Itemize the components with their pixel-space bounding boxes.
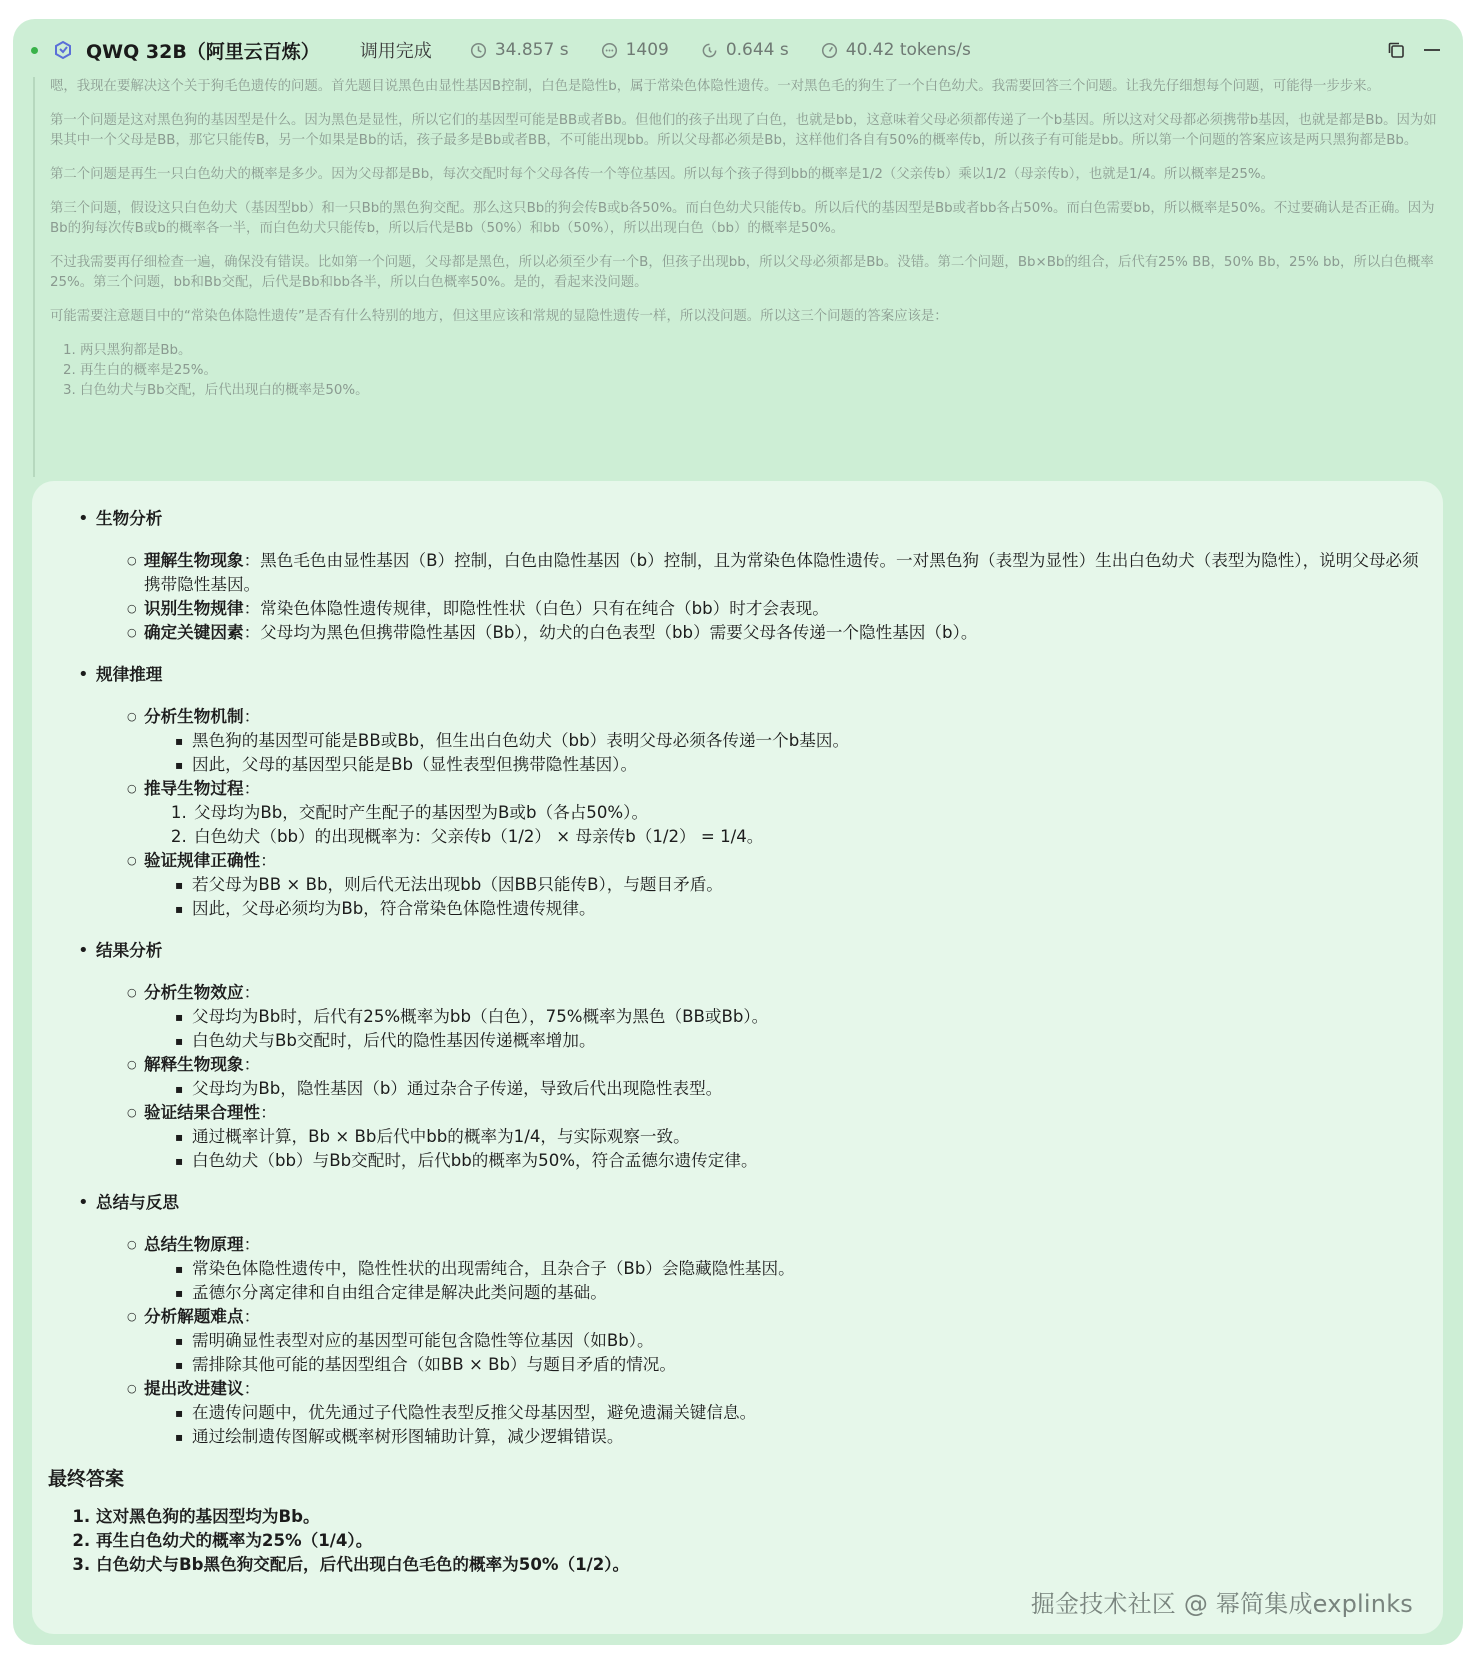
bullet-list: [144, 1329, 1423, 1377]
item-text: ：: [243, 1235, 261, 1254]
bullet-list: [144, 1077, 1423, 1101]
item-text: ：黑色毛色由显性基因（B）控制，白色由隐性基因（b）控制，且为常染色体隐性遗传。一对黑色狗（表型为显性）生出白色幼犬（表型为隐性），说明父母必须携带隐性基因。: [144, 551, 1419, 594]
metric-duration: [470, 40, 569, 60]
list-item: ▪ 需明确显性表型对应的基因型可能包含隐性等位基因（如Bb）。: [192, 1329, 1423, 1353]
list-item: ▪ 常染色体隐性遗传中，隐性性状的出现需纯合，且杂合子（Bb）会隐藏隐性基因。: [192, 1257, 1423, 1281]
thinking-paragraph: 第一个问题是这对黑色狗的基因型是什么。因为黑色是显性，所以它们的基因型可能是BB或者Bb。但他们的孩子出现了白色，也就是bb，这意味着父母必须都传递了一个b基因。所以这对父母都必须携带b基因，也就是都是Bb。因为如果其中一个父母是BB，那它只能传B，另一个如果是Bb的话，孩子最多是Bb或者BB，不可能出现bb。所以父母都必须是Bb，这样他们各自有50%的概率传b，所以孩子有可能是bb。所以第一个问题的答案应该是两只黑狗都是Bb。: [50, 113, 1437, 148]
chat-message-card: [13, 19, 1463, 1645]
answer-panel: [32, 481, 1443, 1634]
list-item: 3. 白色幼犬与Bb黑色狗交配后，后代出现白色毛色的概率为50%（1/2）。: [96, 1553, 1423, 1577]
watermark: 掘金技术社区 @ 幂简集成explinks: [1030, 1590, 1413, 1618]
bullet-list: [144, 1125, 1423, 1173]
metric-duration-value: 34.857 s: [494, 40, 569, 60]
item-text: ：: [243, 1307, 261, 1326]
thinking-answer-list: [50, 341, 1441, 401]
list-item: [144, 549, 1423, 597]
metric-tokens: [601, 40, 669, 60]
item-label: 分析解题难点: [144, 1307, 244, 1326]
answer-sections: [48, 507, 1423, 1449]
list-item: [144, 849, 1423, 921]
list-item: ▪ 父母均为Bb时，后代有25%概率为bb（白色），75%概率为黑色（BB或Bb）。: [192, 1005, 1423, 1029]
bullet-list: [144, 873, 1423, 921]
item-label: 识别生物规律: [144, 599, 244, 618]
clock-icon: [470, 41, 488, 59]
section-items: [96, 1233, 1423, 1449]
final-answer-list: [48, 1505, 1423, 1577]
bullet-list: [144, 1005, 1423, 1053]
list-item: [144, 1101, 1423, 1173]
list-item: [144, 981, 1423, 1053]
item-label: 推导生物过程: [144, 779, 244, 798]
section-title: • 结果分析: [96, 941, 163, 960]
item-label: 验证结果合理性: [144, 1103, 261, 1122]
item-text: ：父母均为黑色但携带隐性基因（Bb），幼犬的白色表型（bb）需要父母各传递一个隐性基因（b）。: [243, 623, 978, 642]
item-label: 提出改进建议: [144, 1379, 244, 1398]
model-logo-icon: [52, 39, 74, 61]
list-item: ▪ 孟德尔分离定律和自由组合定律是解决此类问题的基础。: [192, 1281, 1423, 1305]
metric-first-token-value: 0.644 s: [725, 40, 789, 60]
list-item: 1. 两只黑狗都是Bb。: [80, 341, 1441, 361]
call-status: 调用完成: [359, 41, 432, 62]
list-item: 1. 父母均为Bb，交配时产生配子的基因型为B或b（各占50%）。: [192, 801, 1423, 825]
thinking-block: [33, 77, 1453, 477]
section-items: [96, 549, 1423, 645]
item-text: ：: [243, 779, 261, 798]
token-icon: [601, 41, 619, 59]
item-text: ：: [243, 983, 261, 1002]
list-item: ▪ 因此，父母的基因型只能是Bb（显性表型但携带隐性基因）。: [192, 753, 1423, 777]
list-item: ▪ 通过绘制遗传图解或概率树形图辅助计算，减少逻辑错误。: [192, 1425, 1423, 1449]
list-item: 1. 这对黑色狗的基因型均为Bb。: [96, 1505, 1423, 1529]
thinking-paragraph: 嗯，我现在要解决这个关于狗毛色遗传的问题。首先题目说黑色由显性基因B控制，白色是隐性b，属于常染色体隐性遗传。一对黑色毛的狗生了一个白色幼犬。我需要回答三个问题。让我先仔细想每个问题，可能得一步步来。: [50, 79, 1380, 94]
message-header: [13, 19, 1463, 81]
list-item: 3. 白色幼犬与Bb交配，后代出现白的概率是50%。: [80, 381, 1441, 401]
item-text: ：常染色体隐性遗传规律，即隐性性状（白色）只有在纯合（bb）时才会表现。: [243, 599, 829, 618]
item-text: ：: [243, 1055, 261, 1074]
item-text: ：: [260, 851, 277, 870]
section-title: • 生物分析: [96, 509, 163, 528]
list-item: [144, 1377, 1423, 1449]
status-dot: [31, 47, 38, 54]
bullet-list: [144, 1401, 1423, 1449]
metric-first-token: [701, 40, 789, 60]
section-title: • 总结与反思: [96, 1193, 179, 1212]
list-item: ▪ 若父母为BB × Bb，则后代无法出现bb（因BB只能传B），与题目矛盾。: [192, 873, 1423, 897]
list-item: [144, 1053, 1423, 1101]
thinking-paragraph: 可能需要注意题目中的“常染色体隐性遗传”是否有什么特别的地方，但这里应该和常规的显隐性遗传一样，所以没问题。所以这三个问题的答案应该是：: [50, 309, 948, 324]
list-item: ▪ 黑色狗的基因型可能是BB或Bb，但生出白色幼犬（bb）表明父母必须各传递一个b基因。: [192, 729, 1423, 753]
thinking-paragraph: 第三个问题，假设这只白色幼犬（基因型bb）和一只Bb的黑色狗交配。那么这只Bb的狗会传B或b各50%。而白色幼犬只能传b。所以后代的基因型是Bb或者bb各占50%。而白色需要bb，所以概率是50%。不过要确认是否正确。因为Bb的狗每次传B或b的概率各一半，而白色幼犬只能传b，所以后代是Bb（50%）和bb（50%），所以出现白色（bb）的概率是50%。: [50, 201, 1435, 236]
section-result-analysis: [96, 939, 1423, 1173]
speedometer-icon: [821, 41, 839, 59]
numbered-list: [144, 801, 1423, 849]
list-item: [144, 621, 1423, 645]
list-item: [144, 1305, 1423, 1377]
metric-speed-value: 40.42 tokens/s: [845, 40, 971, 60]
list-item: [144, 705, 1423, 777]
item-label: 理解生物现象: [144, 551, 244, 570]
list-item: [144, 597, 1423, 621]
section-items: [96, 705, 1423, 921]
copy-icon[interactable]: [1385, 39, 1407, 61]
section-title: • 规律推理: [96, 665, 163, 684]
list-item: ▪ 在遗传问题中，优先通过子代隐性表型反推父母基因型，避免遗漏关键信息。: [192, 1401, 1423, 1425]
list-item: [144, 777, 1423, 849]
section-summary-reflection: [96, 1191, 1423, 1449]
section-items: [96, 981, 1423, 1173]
list-item: 2. 白色幼犬（bb）的出现概率为：父亲传b（1/2） × 母亲传b（1/2） = 1/4。: [192, 825, 1423, 849]
collapse-icon[interactable]: [1421, 39, 1443, 61]
section-rule-reasoning: [96, 663, 1423, 921]
thinking-paragraph: 不过我需要再仔细检查一遍，确保没有错误。比如第一个问题，父母都是黑色，所以必须至少有一个B，但孩子出现bb，所以父母必须都是Bb。没错。第二个问题，Bb×Bb的组合，后代有25% BB，50% Bb，25% bb，所以白色概率25%。第三个问题，bb和Bb交配，后代是Bb和bb各半，所以白色概率50%。是的，看起来没问题。: [50, 255, 1434, 290]
list-item: 2. 再生白的概率是25%。: [80, 361, 1441, 381]
list-item: 2. 再生白色幼犬的概率为25%（1/4）。: [96, 1529, 1423, 1553]
final-answer-heading: 最终答案: [48, 1468, 125, 1490]
item-label: 解释生物现象: [144, 1055, 244, 1074]
metric-tokens-value: 1409: [625, 40, 669, 60]
bullet-list: [144, 729, 1423, 777]
model-name: QWQ 32B（阿里云百炼）: [86, 40, 320, 63]
item-text: ：: [243, 1379, 261, 1398]
list-item: ▪ 通过概率计算，Bb × Bb后代中bb的概率为1/4，与实际观察一致。: [192, 1125, 1423, 1149]
item-label: 分析生物效应: [144, 983, 244, 1002]
list-item: ▪ 因此，父母必须均为Bb，符合常染色体隐性遗传规律。: [192, 897, 1423, 921]
timer-icon: [701, 41, 719, 59]
section-bio-analysis: [96, 507, 1423, 645]
thinking-paragraph: 第二个问题是再生一只白色幼犬的概率是多少。因为父母都是Bb，每次交配时每个父母各传一个等位基因。所以每个孩子得到bb的概率是1/2（父亲传b）乘以1/2（母亲传b），也就是1/4。所以概率是25%。: [50, 167, 1275, 182]
list-item: ▪ 白色幼犬与Bb交配时，后代的隐性基因传递概率增加。: [192, 1029, 1423, 1053]
item-text: ：: [243, 707, 261, 726]
metric-speed: [821, 40, 971, 60]
list-item: ▪ 需排除其他可能的基因型组合（如BB × Bb）与题目矛盾的情况。: [192, 1353, 1423, 1377]
bullet-list: [144, 1257, 1423, 1305]
item-label: 验证规律正确性: [144, 851, 261, 870]
list-item: ▪ 白色幼犬（bb）与Bb交配时，后代bb的概率为50%，符合孟德尔遗传定律。: [192, 1149, 1423, 1173]
item-label: 确定关键因素: [144, 623, 244, 642]
item-label: 总结生物原理: [144, 1235, 244, 1254]
header-actions: [1385, 39, 1443, 61]
list-item: [144, 1233, 1423, 1305]
item-text: ：: [260, 1103, 277, 1122]
list-item: ▪ 父母均为Bb，隐性基因（b）通过杂合子传递，导致后代出现隐性表型。: [192, 1077, 1423, 1101]
item-label: 分析生物机制: [144, 707, 244, 726]
